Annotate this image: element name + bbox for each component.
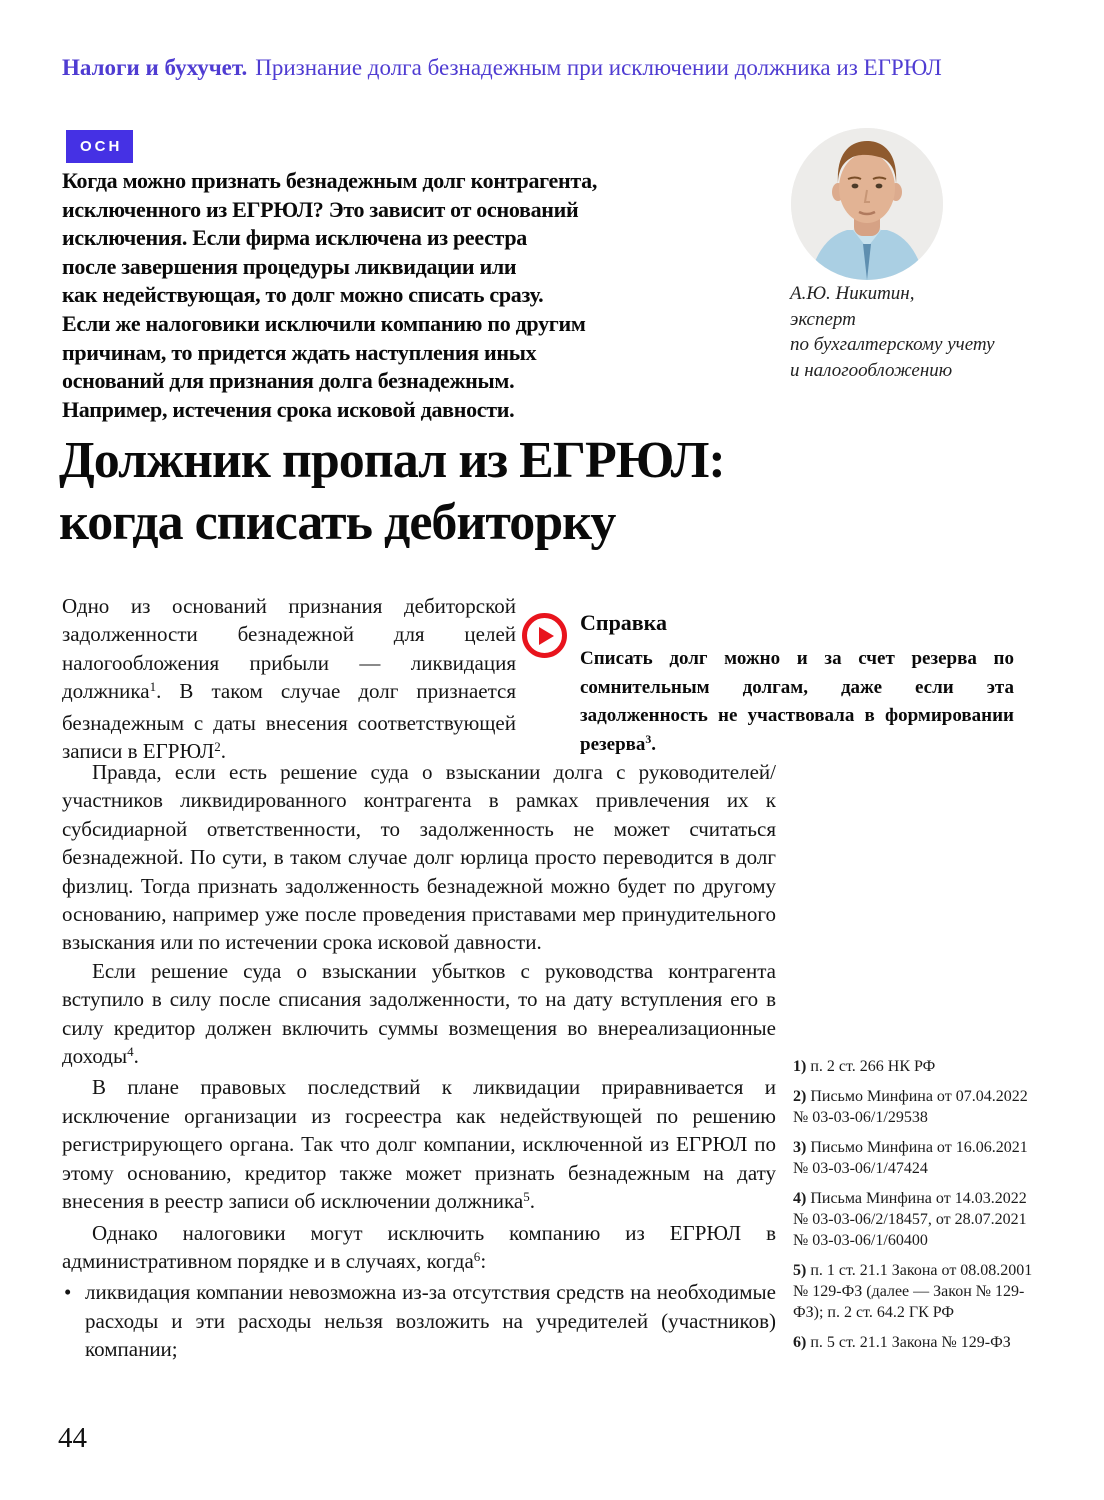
paragraph: Однако налоговики могут исключить компанию из ЕГРЮЛ в административном порядке и в случаях, когда$^6$: [62,1220,776,1273]
footnote [793,1056,1035,1077]
note-title: Справка [580,610,668,635]
paragraph: Правда, если есть решение суда о взыскании долга с руководителей/участников ликвидированного контрагента в рамках привлечения их к субсидиарной ответственности, то задолженность не может считаться безнадежной. По сути, в таком случае долг юрлица просто переводится в долг физлиц. Тогда признать задолженность безнадежной можно будет по другому основанию, например уже после проведения приставами мер принудительного взыскания или по истечении срока исковой давности. [62,760,776,955]
footnote-number: 1) [793,1058,807,1075]
footnote-text: п. 1 ст. 21.1 Закона от 08.08.2001 № 129-ФЗ (далее — Закон № 129-ФЗ); п. 2 ст. 64.2 ГК РФ [793,1262,1033,1321]
author-caption [790,281,995,383]
author-name: А.Ю. Никитин, [790,283,915,304]
reference-note [522,610,1018,761]
footnote [793,1260,1035,1323]
footnote-number: 2) [793,1088,807,1105]
bullet-item: • ликвидация компании невозможна из-за отсутствия средств на необходимые расходы и эти расходы нельзя возложить на учредителей (участников) компании; [62,1278,776,1363]
section-name: Налоги и бухучет. [62,55,248,80]
footnote-text: п. 5 ст. 21.1 Закона № 129-ФЗ [810,1334,1011,1351]
page-number: 44 [58,1422,87,1454]
footnote [793,1086,1035,1128]
footnote [793,1332,1035,1353]
lede-line: как недействующая, то долг можно списать сразу. [62,282,544,308]
footnote-number: 6) [793,1334,807,1351]
footnote [793,1188,1035,1251]
lede-line: Если же налоговики исключили компанию по другим [62,310,586,336]
title-line: когда списать дебиторку [59,494,616,551]
tax-regime-badge: ОСН [66,130,133,163]
footnote-number: 3) [793,1139,807,1156]
author-role: по бухгалтерскому учету [790,334,995,355]
author-photo [791,128,943,280]
lede-line: исключенного из ЕГРЮЛ? Это зависит от оснований [62,196,579,222]
note-body [580,610,1018,761]
portrait-illustration [791,128,943,280]
lede-line: исключения. Если фирма исключена из реестра [62,225,527,251]
footnote-text: Письмо Минфина от 16.06.2021 № 03-03-06/1/47424 [793,1139,1028,1177]
lede-line: Когда можно признать безнадежным долг контрагента, [62,168,598,193]
footnote-text: п. 2 ст. 266 НК РФ [810,1058,936,1075]
paragraph: Если решение суда о взыскании убытков с руководства контрагента вступило в силу после списания задолженности, то на дату вступления его в силу кредитор должен включить суммы возмещения во внереализационные доходы$^4$. [62,958,776,1069]
triangle-arrow-icon [539,627,554,645]
paragraph: Одно из оснований признания дебиторской задолженности безнадежной для целей налогообложения прибыли — ликвидация должника$^1$. В таком случае долг признается безнадежным с даты внесения соответствующей записи в ЕГРЮЛ$^2$. [62,594,516,764]
title-line: Должник пропал из ЕГРЮЛ: [59,432,725,489]
lede-line: причинам, то придется ждать наступления иных [62,339,537,365]
lede-line: оснований для признания долга безнадежным. [62,368,515,394]
footnote [793,1137,1035,1179]
note-text: Списать долг можно и за счет резерва по сомнительным долгам, даже если эта задолженность не участвовала в формировании резерва$^3$. [580,648,1014,755]
page-header [62,55,942,81]
footnote-text: Письмо Минфина от 07.04.2022 № 03-03-06/1/29538 [793,1088,1028,1126]
author-role: эксперт [790,308,856,330]
article-title [59,430,725,554]
article-lede [62,167,597,424]
footnotes [793,1056,1035,1362]
author-role: и налогообложению [790,359,953,381]
lede-line: Например, истечения срока исковой давности. [62,396,515,422]
play-circle-icon [522,613,567,658]
footnote-number: 4) [793,1190,807,1207]
footnote-text: Письма Минфина от 14.03.2022 № 03-03-06/2/18457, от 28.07.2021 № 03-03-06/1/60400 [793,1190,1027,1249]
article-body [62,758,776,1364]
lede-line: после завершения процедуры ликвидации или [62,253,517,279]
paragraph: В плане правовых последствий к ликвидации приравнивается и исключение организации из госреестра как недействующей по решению регистрирующего органа. Так что долг компании, исключенной из ЕГРЮЛ по этому основанию, кредитор также может признать безнадежным на дату внесения в реестр записи об исключении должника$^5$. [62,1075,776,1214]
article-topic: Признание долга безнадежным при исключении должника из ЕГРЮЛ [255,55,942,80]
footnote-number: 5) [793,1262,807,1279]
